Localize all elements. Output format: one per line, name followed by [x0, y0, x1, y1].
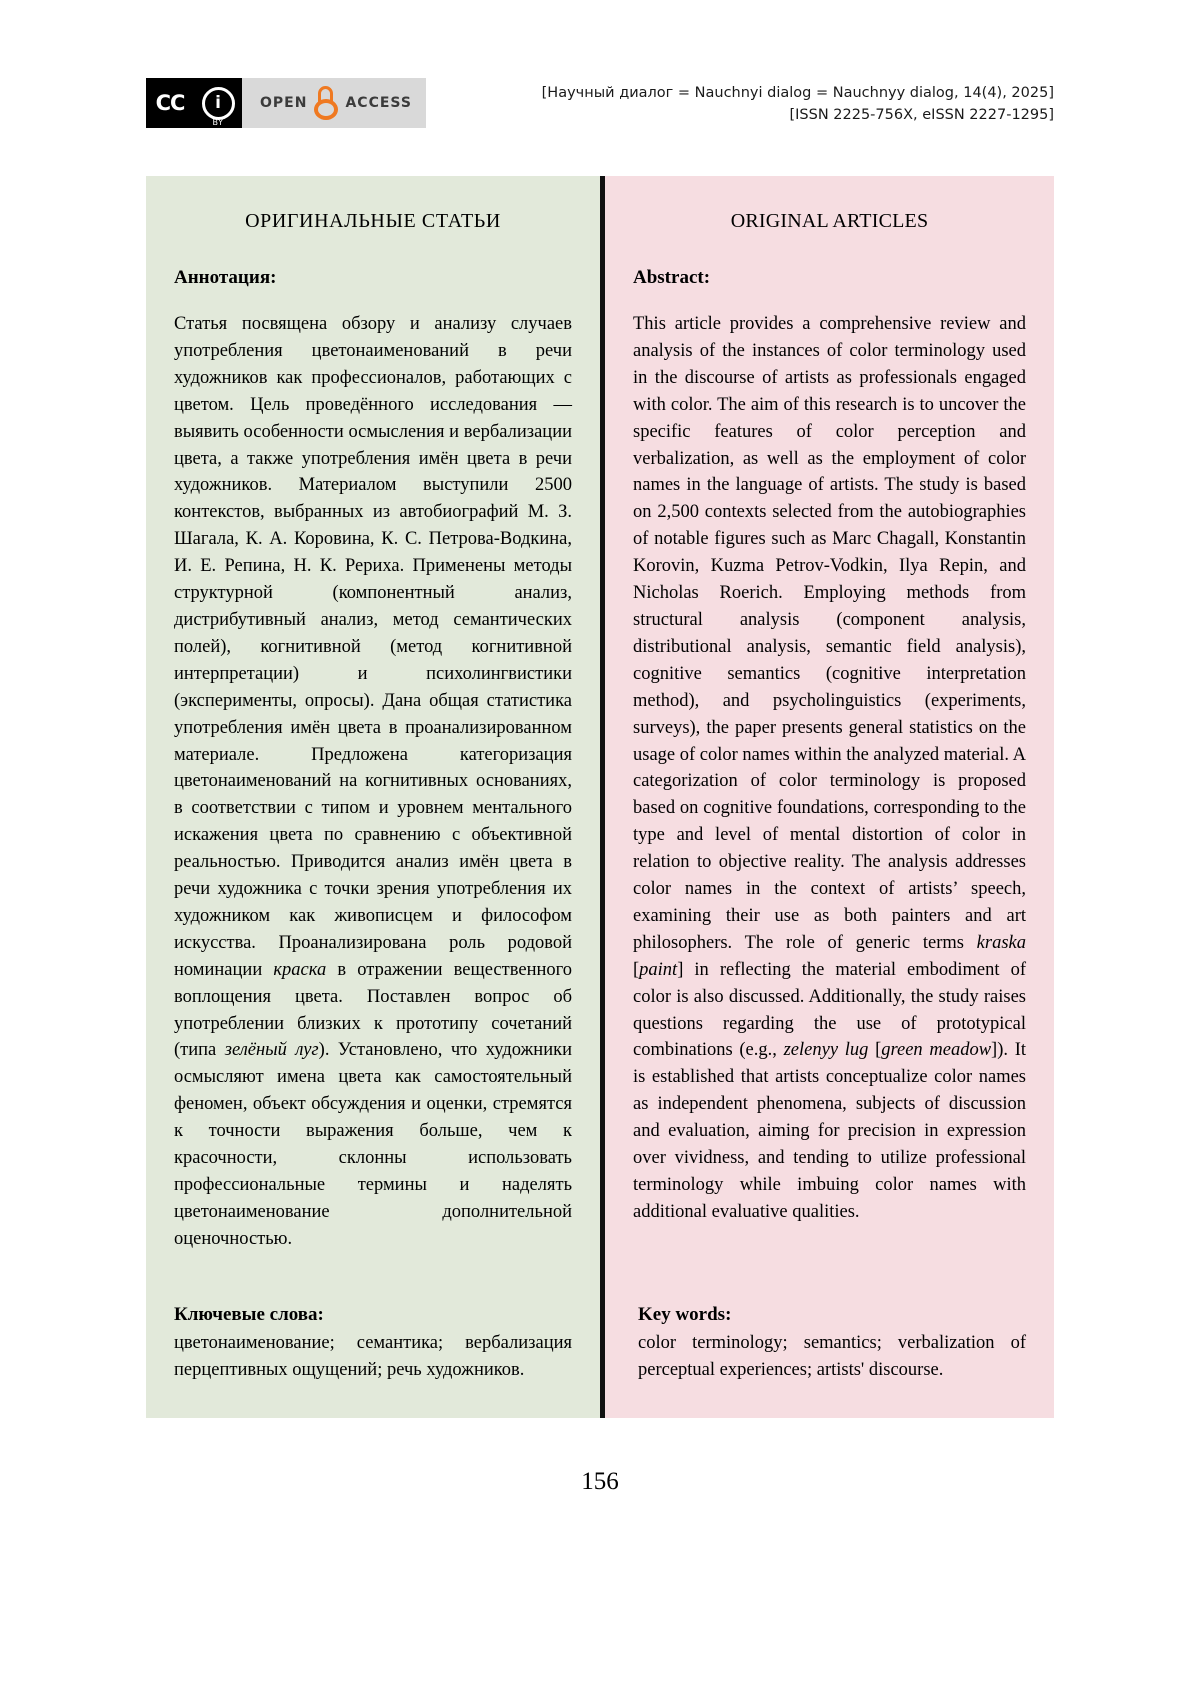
- open-access-label-block: [242, 78, 426, 128]
- abstract-en-part4: [: [868, 1040, 882, 1061]
- open-access-badge: [146, 78, 426, 128]
- abstract-panels: [146, 176, 1054, 1418]
- cc-letters: CC: [155, 91, 185, 115]
- keywords-text-ru: цветонаименование; семантика; вербализация перцептивных ощущений; речь художников.: [174, 1333, 572, 1381]
- abstract-ru-part1: Статья посвящена обзору и анализу случаев употребления цветонаименований в речи художников как профессионалов, работающих с цветом. Цель проведённого исследования — выявить особенности осмысления и вербализации цвета, а также употребления имён цвета в речи художников. Материалом выступили 2500 контекстов, выбранных из автобиографий М. З. Шагала, К. А. Коровина, К. С. Петрова-Водкина, И. Е. Репина, Н. К. Рериха. Применены методы структурной (компонентный анализ, дистрибутивный анализ, метод семантических полей), когнитивной (метод когнитивной интерпретации) и психолингвистики (эксперименты, опросы). Дана общая статистика употребления имён цвета в проанализированном материале. Предложена категоризация цветонаименований на когнитивных основаниях, в соответствии с типом и уровнем ментального искажения цвета по сравнению с объективной реальностью. Приводится анализ имён цвета в речи художника с точки зрения употребления их художником как живописцем и философом искусства. Проанализирована роль родовой номинации: [174, 314, 572, 980]
- abstract-en-italic4: green meadow: [881, 1040, 992, 1061]
- journal-identification: [542, 82, 1054, 127]
- abstract-label-ru: Аннотация:: [174, 267, 277, 288]
- page-header: [146, 72, 1054, 142]
- cc-icon: [146, 78, 194, 128]
- abstract-ru-italic1: краска: [273, 959, 327, 980]
- abstract-en-part3: ] in reflecting the material embodiment of color is also discussed. Additionally, the study raises questions regarding the use of prototypical combinations (e.g.,: [633, 959, 1026, 1061]
- keywords-block-en: [638, 1270, 1026, 1384]
- abstract-en-part5: ]). It is established that artists conceptualize color names as independent phenomena, subjects of discussion and evaluation, aiming for precision in expression over vividness, and tending to utilize professional terminology while imbuing color names with additional evaluative qualities.: [633, 1040, 1026, 1222]
- section-heading-en: ORIGINAL ARTICLES: [730, 210, 929, 232]
- keywords-label-en: Key words:: [638, 1304, 732, 1326]
- abstract-text-ru: [174, 311, 572, 1253]
- abstract-ru-part2: в отражении вещественного воплощения цвета. Поставлен вопрос об употреблении близких к прототипу сочетаний (типа: [174, 959, 572, 1061]
- person-glyph: i: [202, 87, 235, 120]
- open-lock-icon: [313, 86, 339, 120]
- cc-by-icon: [194, 78, 242, 128]
- journal-title-line: [Научный диалог = Nauchnyi dialog = Nauchnyy dialog, 14(4), 2025]: [541, 85, 1054, 101]
- cc-by-label: BY: [212, 118, 224, 127]
- page-number: 156: [581, 1468, 619, 1495]
- open-label: OPEN: [260, 95, 308, 111]
- abstract-label-en: Abstract:: [633, 267, 711, 288]
- abstract-en-part2: [: [633, 959, 640, 980]
- section-heading-ru: ОРИГИНАЛЬНЫЕ СТАТЬИ: [245, 210, 501, 232]
- journal-issn-line: [ISSN 2225-756X, eISSN 2227-1295]: [789, 107, 1054, 124]
- abstract-text-en: [633, 311, 1026, 1226]
- creative-commons-badge: [146, 78, 242, 128]
- abstract-en-italic3: zelenyy lug: [783, 1040, 869, 1061]
- keywords-text-en: color terminology; semantics; verbalization of perceptual experiences; artists' discourse.: [638, 1333, 1026, 1381]
- keywords-label-ru: Ключевые слова:: [174, 1304, 324, 1326]
- abstract-en-italic1: kraska: [976, 932, 1026, 953]
- abstract-ru-part3: ). Установлено, что художники осмысляют имена цвета как самостоятельный феномен, объект обсуждения и оценки, стремятся к точности выражения больше, чем к красочности, склонны использовать профессиональные термины и наделять цветонаименование дополнительной оценочностью.: [174, 1040, 572, 1249]
- abstract-en-part1: This article provides a comprehensive review and analysis of the instances of color terminology used in the discourse of artists as professionals engaged with color. The aim of this research is to uncover the specific features of color perception and verbalization, as well as the employment of color names in the language of artists. The study is based on 2,500 contexts selected from the autobiographies of notable figures such as Marc Chagall, Konstantin Korovin, Kuzma Petrov-Vodkin, Ilya Repin, and Nicholas Roerich. Employing methods from structural analysis (component analysis, distributional analysis, semantic field analysis), cognitive semantics (cognitive interpretation method), and psycholinguistics (experiments, surveys), the paper presents general statistics on the usage of color names within the analyzed material. A categorization of color terminology is proposed based on cognitive foundations, corresponding to the type and level of mental distortion of color in relation to objective reality. The analysis addresses color names in the context of artists’ speech, examining their use as both painters and art philosophers. The role of generic terms: [633, 314, 1026, 953]
- abstract-ru-italic2: зелёный луг: [224, 1040, 319, 1061]
- russian-abstract-column: [146, 176, 600, 1418]
- keywords-block-ru: [174, 1270, 572, 1384]
- abstract-en-italic2: paint: [639, 959, 678, 980]
- access-label: ACCESS: [345, 95, 412, 111]
- english-abstract-column: [600, 176, 1054, 1418]
